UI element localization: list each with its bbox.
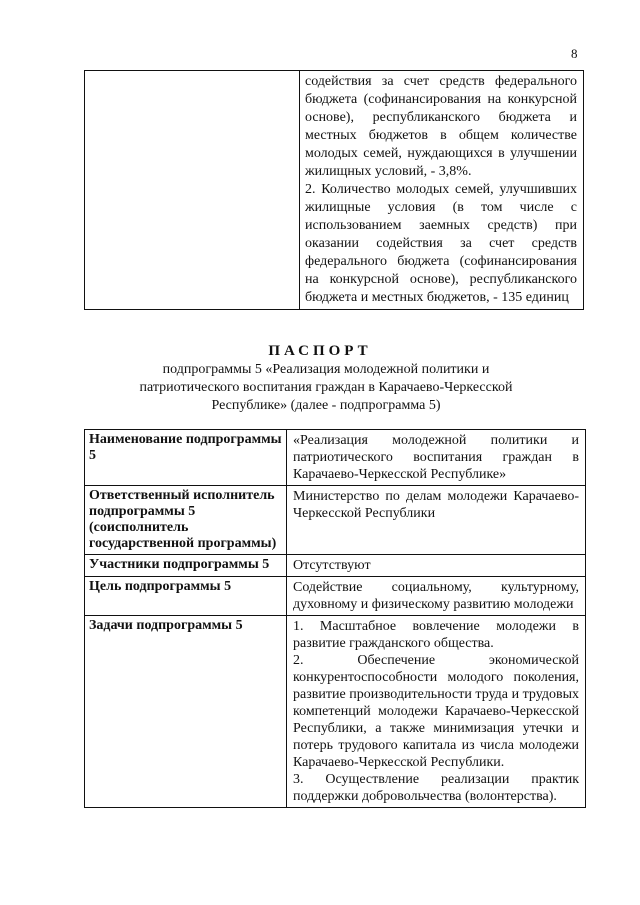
table-row: [85, 577, 586, 616]
task-paragraph-3: 3. Осуществление реализации практик поддержки добровольчества (волонтерства).: [293, 772, 579, 804]
table-row: [85, 486, 586, 555]
passport-table: [84, 429, 586, 808]
continuation-paragraph-2: 2. Количество молодых семей, улучшивших жилищные условия (в том числе с использованием заемных средств) при оказании содействия за счет средств федерального бюджета (софинансирования на конкурсной основе), республиканского бюджета и местных бюджетов, - 135 единиц: [305, 182, 577, 305]
row-label-name: Наименование подпрограммы 5: [85, 430, 287, 486]
value-paragraph: «Реализация молодежной политики и патриотического воспитания граждан в Карачаево-Черкесской Республике»: [293, 433, 579, 482]
row-label-tasks: Задачи подпрограммы 5: [85, 616, 287, 808]
continuation-right-cell: [300, 71, 584, 310]
row-label-goal: Цель подпрограммы 5: [85, 577, 287, 616]
value-paragraph: Отсутствуют: [293, 558, 371, 573]
row-value-name: [287, 430, 586, 486]
task-paragraph-2: 2. Обеспечение экономической конкурентоспособности молодого поколения, развитие производительности труда и трудовых компетенций молодежи Карачаево-Черкесской Республики, а также минимизация утечки и потерь трудового капитала из числа молодежи Карачаево-Черкесской Республики.: [293, 653, 579, 770]
value-paragraph: Министерство по делам молодежи Карачаево-Черкесской Республики: [293, 489, 579, 521]
value-paragraph: Содействие социальному, культурному, духовному и физическому развитию молодежи: [293, 580, 579, 612]
continuation-table: [84, 70, 584, 310]
row-value-participants: [287, 555, 586, 577]
row-label-executor: Ответственный исполнитель подпрограммы 5 (соисполнитель государственной программы): [85, 486, 287, 555]
passport-title: ПАСПОРТ: [268, 343, 372, 359]
row-label-participants: Участники подпрограммы 5: [85, 555, 287, 577]
continuation-row: [85, 71, 584, 310]
table-row: [85, 430, 586, 486]
table-row: [85, 555, 586, 577]
page-number: 8: [571, 46, 578, 61]
continuation-paragraph-1: содействия за счет средств федерального бюджета (софинансирования на конкурсной основе), республиканского бюджета и местных бюджетов в общем количестве молодых семей, нуждающихся в улучшении жилищных условий, - 3,8%.: [305, 74, 577, 179]
continuation-left-cell: [85, 71, 300, 310]
row-value-tasks: [287, 616, 586, 808]
row-value-executor: [287, 486, 586, 555]
task-paragraph-1: 1. Масштабное вовлечение молодежи в развитие гражданского общества.: [293, 619, 579, 651]
table-row: [85, 616, 586, 808]
passport-subtitle: подпрограммы 5 «Реализация молодежной политики и патриотического воспитания граждан в Карачаево-Черкесской Республике» (далее - подпрограмма 5): [139, 362, 513, 413]
row-value-goal: [287, 577, 586, 616]
